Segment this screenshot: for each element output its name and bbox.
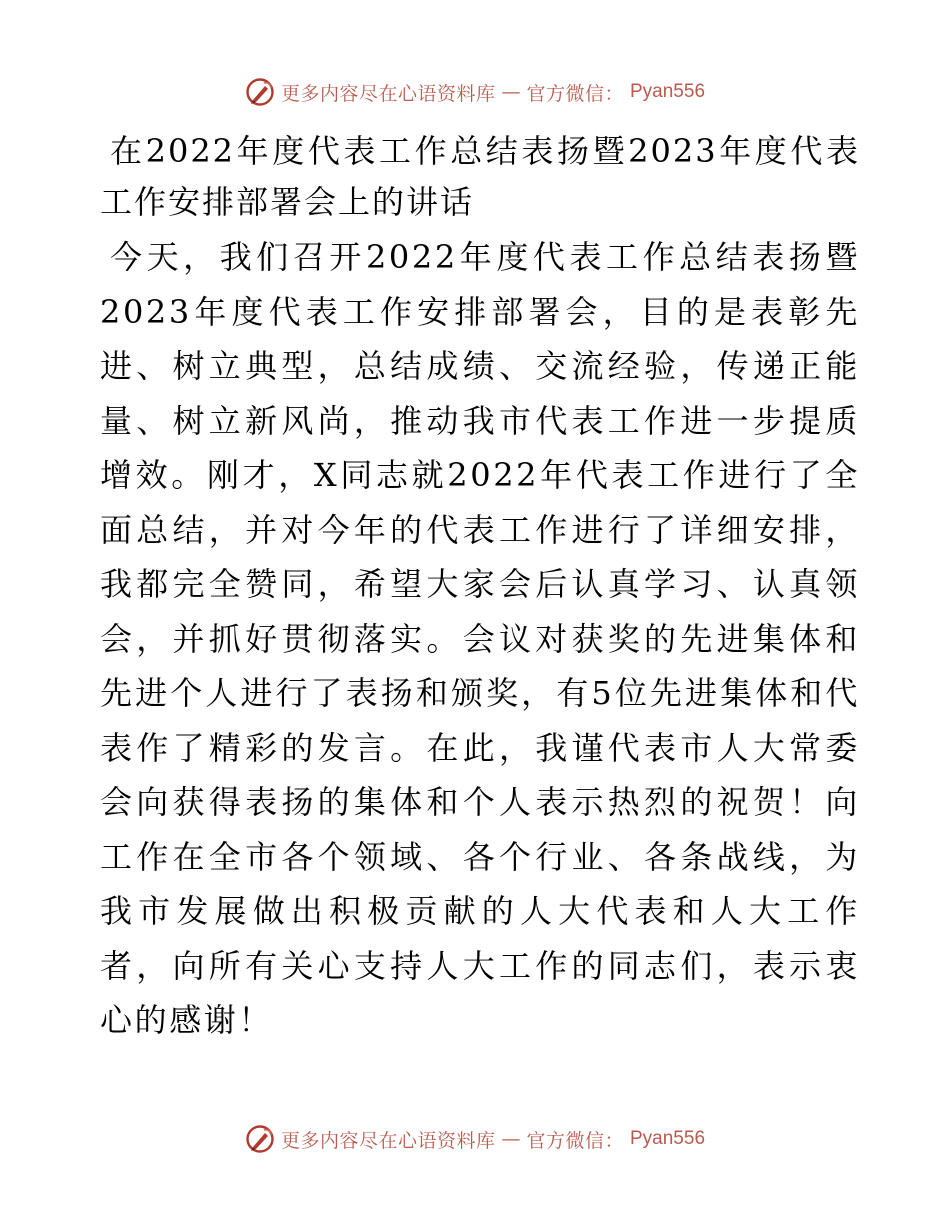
watermark-label: 官方微信： [526, 82, 624, 105]
document-title: 在2022年度代表工作总结表扬暨2023年度代表工作安排部署会上的讲话 [100, 132, 860, 221]
document-body-paragraph: 今天，我们召开2022年度代表工作总结表扬暨2023年度代表工作安排部署会，目的是表彰先进、树立典型，总结成绩、交流经验，传递正能量、树立新风尚，推动我市代表工作进一步提质增效。刚才，X同志就2022年代表工作进行了全面总结，并对今年的代表工作进行了详细安排，我都完全赞同，希望大家会后认真学习、认真领会，并抓好贯彻落实。会议对获奖的先进集体和先进个人进行了表扬和颁奖，有5位先进集体和代表作了精彩的发言。在此，我谨代表市人大常委会向获得表扬的集体和个人表示热烈的祝贺！向工作在全市各个领域、各个行业、各条战线，为我市发展做出积极贡献的人大代表和人大工作者，向所有关心支持人大工作的同志们，表示衷心的感谢！ [100, 238, 860, 1039]
watermark-text: 更多内容尽在心语资料库 [280, 82, 496, 105]
pen-logo-icon [245, 1124, 275, 1154]
watermark-text: 更多内容尽在心语资料库 [280, 1129, 496, 1152]
watermark-label: 官方微信： [526, 1129, 624, 1152]
pen-logo-icon [245, 77, 275, 107]
watermark-separator: — [501, 1128, 521, 1150]
header-watermark [0, 72, 950, 112]
watermark-account: Pyan556 [630, 81, 706, 102]
footer-watermark [0, 1119, 950, 1159]
watermark-separator: — [501, 81, 521, 103]
watermark-account: Pyan556 [630, 1128, 706, 1149]
